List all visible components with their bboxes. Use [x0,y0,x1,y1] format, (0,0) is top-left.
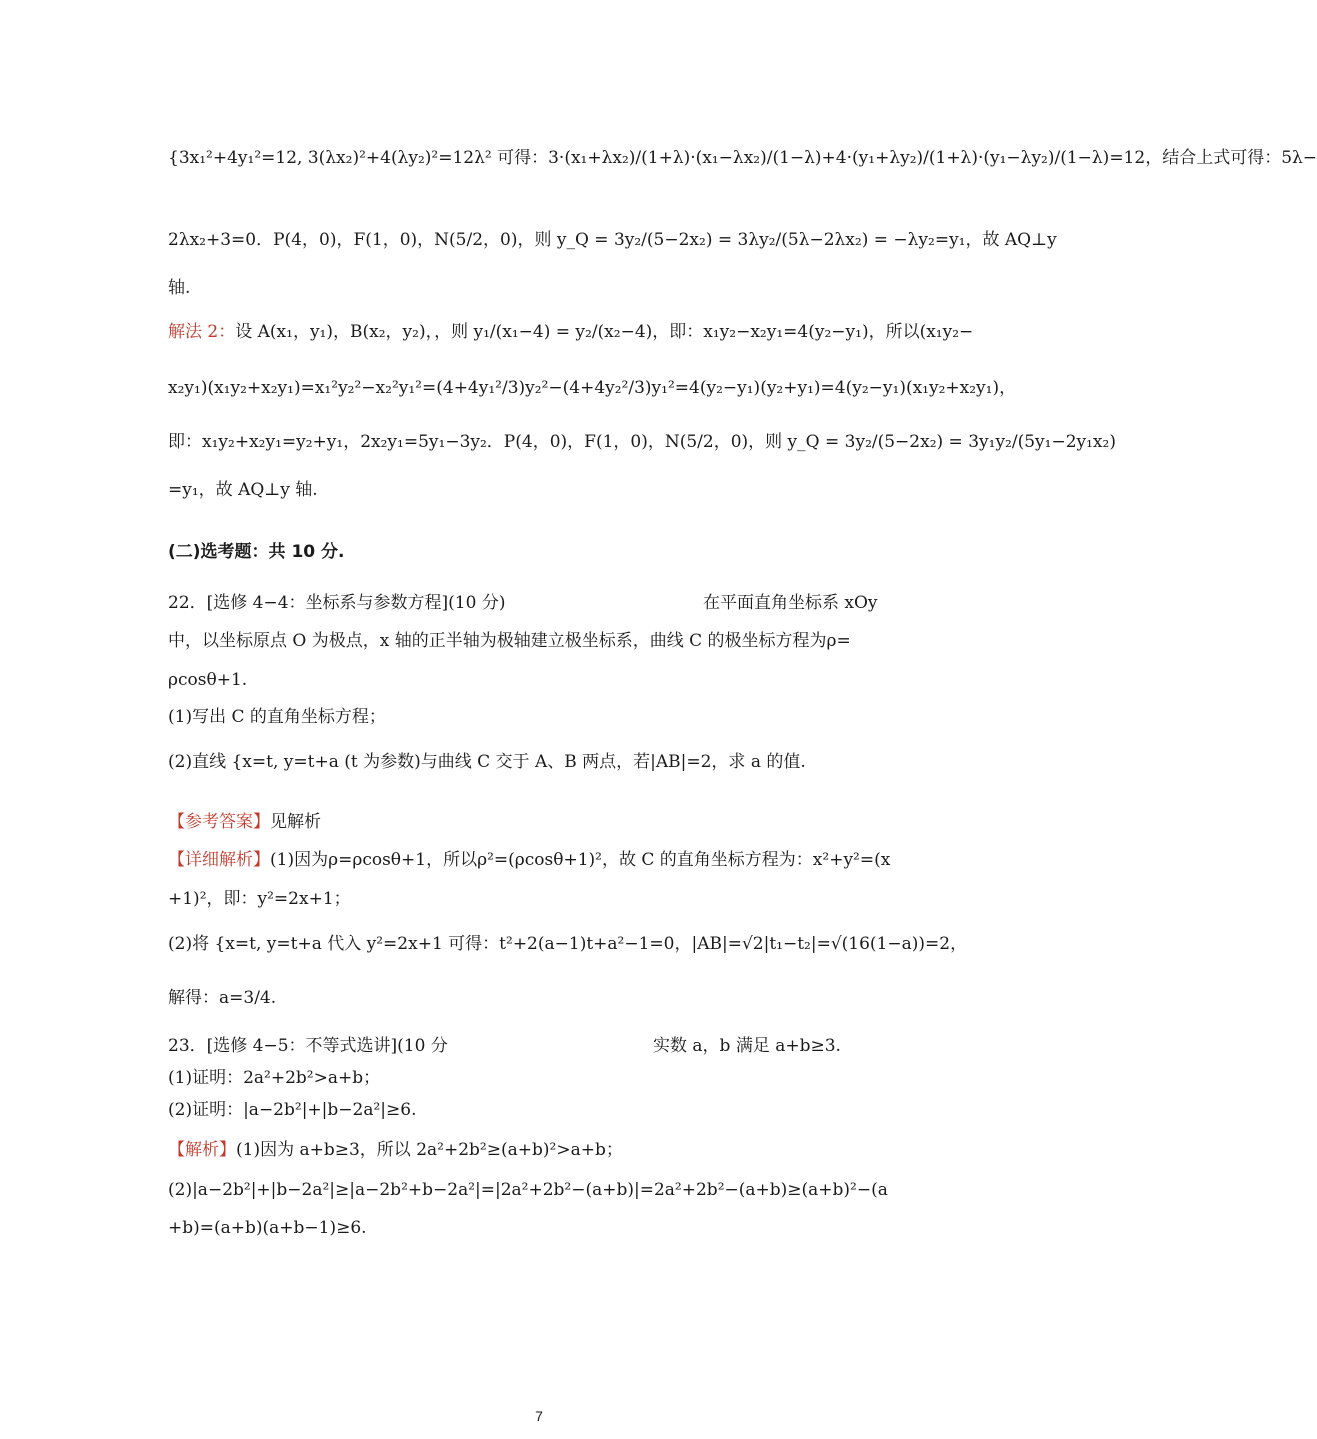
reference-answer-label: 【参考答案】 [168,812,270,832]
text-line-1: {3x₁²+4y₁²=12, 3(λx₂)²+4(λy₂)²=12λ² 可得：3·(x₁+λx₂)/(1+λ)·(x₁−λx₂)/(1−λ)+4·(y₁+λy₂)/(1+λ)·(y₁−λy₂)/(1−λ)=12，结合上式可得：5λ− [168,148,1317,168]
analysis-line: 【解析】(1)因为 a+b≥3，所以 2a²+2b²≥(a+b)²>a+b； [168,1140,623,1160]
text-line-17: (2)将 {x=t, y=t+a 代入 y²=2x+1 可得：t²+2(a−1)t+a²−1=0，|AB|=√2|t₁−t₂|=√(16(1−a))=2， [168,934,968,954]
detailed-solution-label: 【详细解析】 [168,850,270,870]
text-line-6: 即：x₁y₂+x₂y₁=y₂+y₁，2x₂y₁=5y₁−3y₂．P(4，0)，F(1，0)，N(5/2，0)，则 y_Q = 3y₂/(5−2x₂) = 3y₁y₂/(5y₁−2y₁x₂) [168,432,1116,452]
question-22-part-1: (1)写出 C 的直角坐标方程； [168,707,386,727]
reference-answer-line: 【参考答案】见解析 [168,812,321,832]
solution-2-line: 解法 2：设 A(x₁，y₁)，B(x₂，y₂)，，则 y₁/(x₁−4) = y₂/(x₂−4)，即：x₁y₂−x₂y₁=4(y₂−y₁)，所以(x₁y₂− [168,322,974,342]
question-22-title: 22．[选修 4−4：坐标系与参数方程](10 分) 在平面直角坐标系 xOy [168,593,878,613]
question-23-part-2: (2)证明：|a−2b²|+|b−2a²|≥6. [168,1100,417,1120]
text-line-18: 解得：a=3/4. [168,988,277,1008]
question-23-title: 23．[选修 4−5：不等式选讲](10 分 实数 a，b 满足 a+b≥3. [168,1036,841,1056]
text-line-10: 中，以坐标原点 O 为极点，x 轴的正半轴为极轴建立极坐标系，曲线 C 的极坐标方程为ρ= [168,631,851,651]
page-number: 7 [535,1408,543,1424]
text-line-24: +b)=(a+b)(a+b−1)≥6. [168,1218,367,1238]
text-line-7: =y₁，故 AQ⊥y 轴. [168,480,318,500]
text-line-23: (2)|a−2b²|+|b−2a²|≥|a−2b²+b−2a²|=|2a²+2b²−(a+b)|=2a²+2b²−(a+b)≥(a+b)²−(a [168,1180,888,1200]
text-line-11: ρcosθ+1. [168,670,248,690]
section-heading: (二)选考题：共 10 分. [168,542,345,562]
text-line-2: 2λx₂+3=0．P(4，0)，F(1，0)，N(5/2，0)，则 y_Q = 3y₂/(5−2x₂) = 3λy₂/(5λ−2λx₂) = −λy₂=y₁，故 AQ⊥y [168,230,1057,250]
question-22-part-2: (2)直线 {x=t, y=t+a (t 为参数)与曲线 C 交于 A、B 两点，若|AB|=2，求 a 的值. [168,752,806,772]
text-line-5: x₂y₁)(x₁y₂+x₂y₁)=x₁²y₂²−x₂²y₁²=(4+4y₁²/3)y₂²−(4+4y₂²/3)y₁²=4(y₂−y₁)(y₂+y₁)=4(y₂−y₁)(x₁y₂+x₂y₁)， [168,378,1017,398]
solution-2-label: 解法 2： [168,322,236,342]
analysis-label: 【解析】 [168,1140,236,1160]
text-line-3: 轴. [168,278,191,298]
text-line-16: +1)²，即：y²=2x+1； [168,889,351,909]
detailed-solution-line: 【详细解析】(1)因为ρ=ρcosθ+1，所以ρ²=(ρcosθ+1)²，故 C 的直角坐标方程为：x²+y²=(x [168,850,891,870]
question-23-part-1: (1)证明：2a²+2b²>a+b； [168,1068,381,1088]
